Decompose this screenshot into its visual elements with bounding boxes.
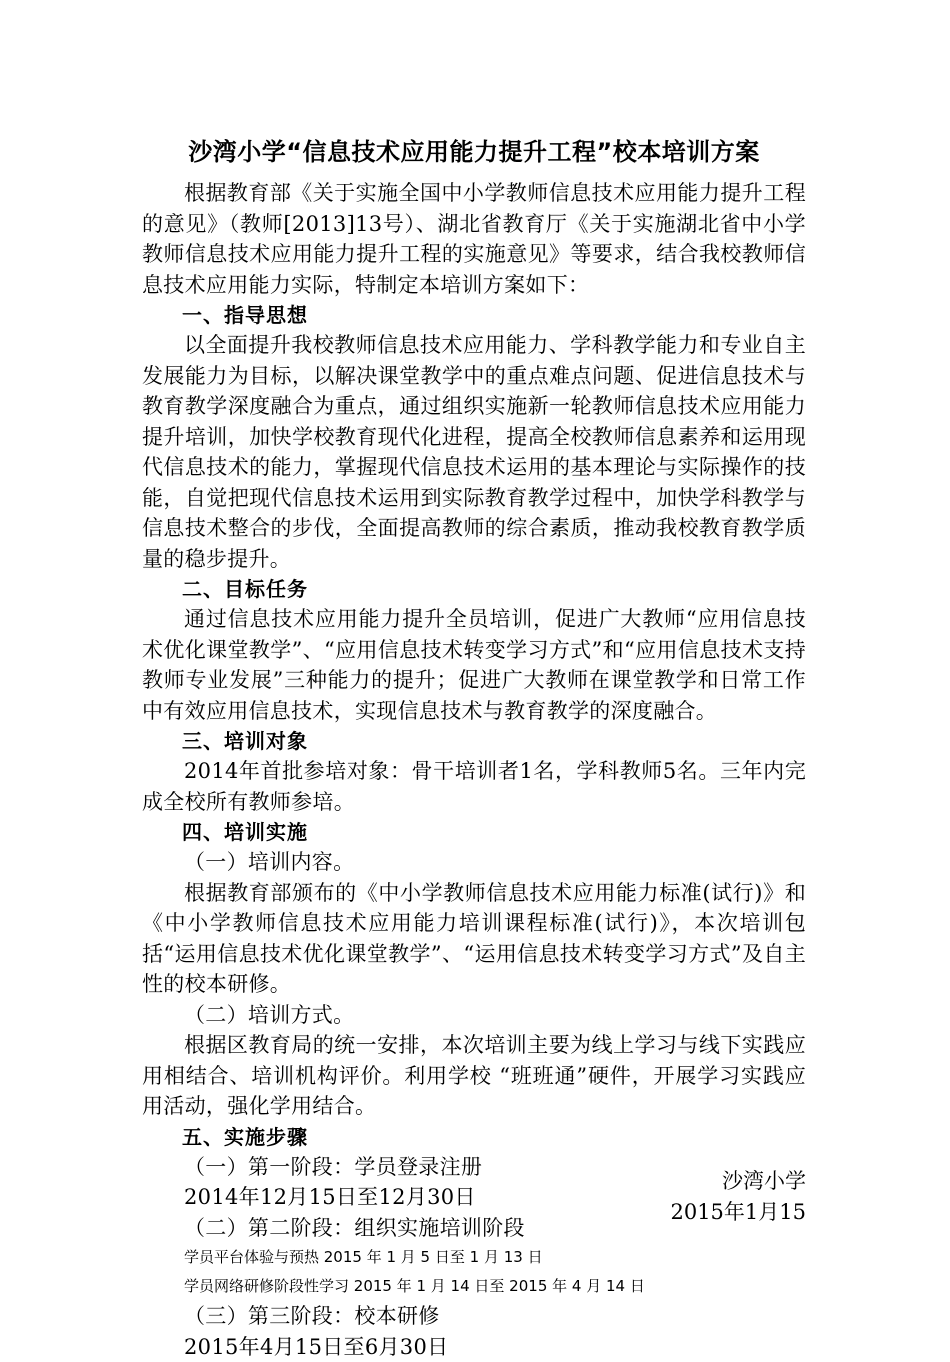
goals-paragraph: 通过信息技术应用能力提升全员培训，促进广大教师“应用信息技术优化课堂教学”、“应用信息技术转变学习方式”和“应用信息技术支持教师专业发展”三种能力的提升；促进广大教师在课堂教学和日常工作中有效应用信息技术，实现信息技术与教育教学的深度融合。: [142, 604, 806, 726]
signature-block: [670, 1166, 806, 1228]
section-heading-participants: 三、培训对象: [142, 726, 806, 756]
signature-date: 2015年1月15: [670, 1197, 806, 1228]
stage-two-item-warmup: 学员平台体验与预热 2015 年 1 月 5 日至 1 月 13 日: [142, 1243, 806, 1272]
section-heading-guiding-ideology: 一、指导思想: [142, 300, 806, 330]
stage-three-label: （三）第三阶段：校本研修: [142, 1301, 806, 1332]
training-method-paragraph: 根据区教育局的统一安排，本次培训主要为线上学习与线下实践应用相结合、培训机构评价。利用学校 “班班通”硬件，开展学习实践应用活动，强化学用结合。: [142, 1030, 806, 1122]
section-heading-implementation: 四、培训实施: [142, 817, 806, 847]
signature-org: 沙湾小学: [670, 1166, 806, 1197]
section-heading-goals: 二、目标任务: [142, 574, 806, 604]
section-heading-steps: 五、实施步骤: [142, 1122, 806, 1152]
stage-one-label: （一）第一阶段：学员登录注册: [142, 1152, 806, 1183]
stage-two-item-online-study: 学员网络研修阶段性学习 2015 年 1 月 14 日至 2015 年 4 月 14 日: [142, 1272, 806, 1301]
subheading-training-method: （二）培训方式。: [142, 1000, 806, 1031]
document-title: 沙湾小学“信息技术应用能力提升工程”校本培训方案: [142, 134, 806, 170]
participants-paragraph: 2014年首批参培对象：骨干培训者1名，学科教师5名。三年内完成全校所有教师参培。: [142, 756, 806, 817]
stage-three-date: 2015年4月15日至6月30日: [142, 1332, 806, 1362]
subheading-training-content: （一）培训内容。: [142, 847, 806, 878]
stage-two-label: （二）第二阶段：组织实施培训阶段: [142, 1213, 806, 1244]
guiding-ideology-paragraph: 以全面提升我校教师信息技术应用能力、学科教学能力和专业自主发展能力为目标，以解决课堂教学中的重点难点问题、促进信息技术与教育教学深度融合为重点，通过组织实施新一轮教师信息技术应用能力提升培训，加快学校教育现代化进程，提高全校教师信息素养和运用现代信息技术的能力，掌握现代信息技术运用的基本理论与实际操作的技能，自觉把现代信息技术运用到实际教育教学过程中，加快学科教学与信息技术整合的步伐，全面提高教师的综合素质，推动我校教育教学质量的稳步提升。: [142, 330, 806, 574]
stage-one-date: 2014年12月15日至12月30日: [142, 1182, 806, 1213]
training-content-paragraph: 根据教育部颁布的《中小学教师信息技术应用能力标准(试行)》和《中小学教师信息技术应用能力培训课程标准(试行)》，本次培训包括“运用信息技术优化课堂教学”、“运用信息技术转变学习方式”及自主性的校本研修。: [142, 878, 806, 1000]
intro-paragraph: 根据教育部《关于实施全国中小学教师信息技术应用能力提升工程的意见》（教师[2013]13号）、湖北省教育厅《关于实施湖北省中小学教师信息技术应用能力提升工程的实施意见》等要求，结合我校教师信息技术应用能力实际，特制定本培训方案如下：: [142, 178, 806, 300]
